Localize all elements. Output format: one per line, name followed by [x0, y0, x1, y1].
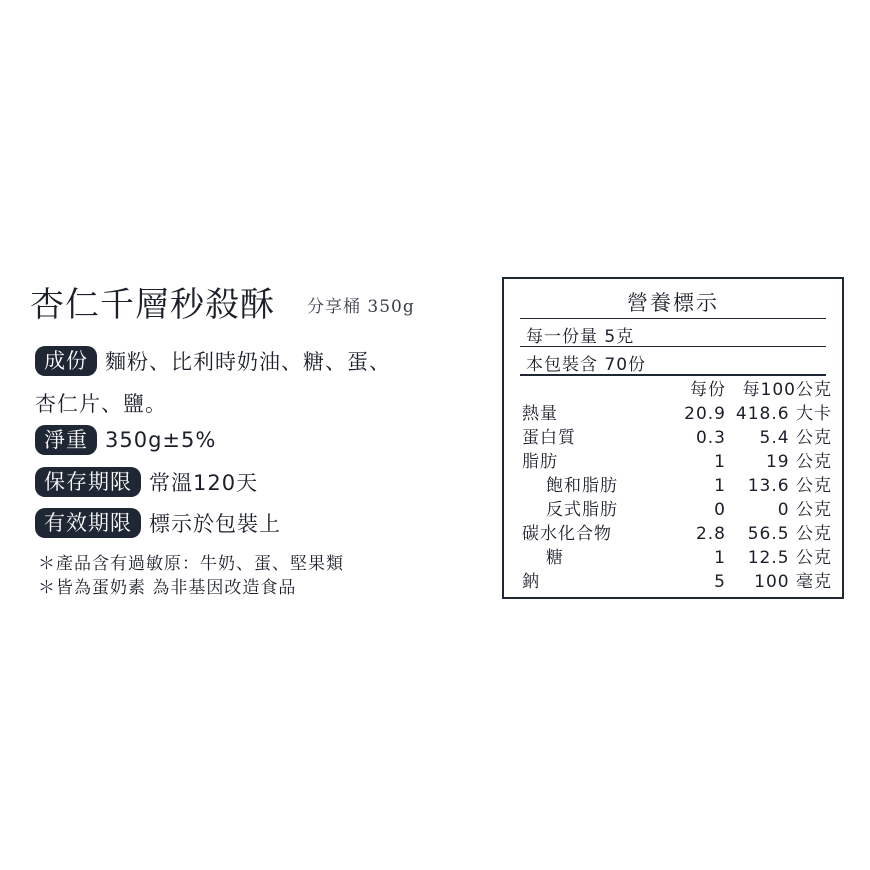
nutrient-per-100g: 12.5 公克 [747, 548, 832, 568]
nutrient-name: 鈉 [522, 572, 540, 592]
nutrient-per-serving: 0.3 [695, 428, 726, 448]
shelf-life-value: 常溫120天 [149, 471, 259, 495]
product-title: 杏仁千層秒殺酥 [30, 285, 275, 325]
divider [520, 374, 826, 376]
net-weight-value: 350g±5% [105, 428, 217, 452]
nutrition-row [522, 426, 832, 450]
nutrient-per-100g: 19 公克 [765, 452, 832, 472]
servings-per-package: 本包裝含 70份 [526, 355, 647, 375]
nutrition-row [522, 546, 832, 570]
nutrient-per-serving: 1 [714, 548, 726, 568]
ingredients-continuation: 杏仁片、鹽。 [35, 392, 167, 416]
vegetarian-note: ＊皆為蛋奶素 為非基因改造食品 [38, 578, 297, 598]
net-weight-row [35, 425, 216, 455]
nutrition-table [522, 378, 832, 594]
nutrient-per-100g: 100 毫克 [754, 572, 832, 592]
nutrition-title: 營養標示 [627, 291, 719, 315]
nutrient-per-serving: 5 [714, 572, 726, 592]
nutrient-name: 脂肪 [522, 452, 558, 472]
nutrition-row [522, 522, 832, 546]
product-subtitle: 分享桶 350g [307, 297, 415, 317]
nutrition-row [522, 570, 832, 594]
nutrient-name: 糖 [546, 548, 564, 568]
nutrient-per-serving: 2.8 [695, 524, 726, 544]
serving-size: 每一份量 5克 [526, 327, 635, 347]
divider [520, 346, 826, 347]
nutrient-name: 蛋白質 [522, 428, 576, 448]
nutrition-header-row [522, 378, 832, 402]
col-per-serving: 每份 [690, 380, 726, 400]
nutrition-row [522, 450, 832, 474]
nutrient-per-100g: 5.4 公克 [759, 428, 832, 448]
nutrient-per-serving: 1 [714, 452, 726, 472]
ingredients-badge: 成份 [35, 346, 97, 376]
nutrition-row [522, 474, 832, 498]
nutrient-name: 熱量 [522, 404, 558, 424]
nutrition-panel [502, 277, 844, 599]
expiry-row [35, 508, 281, 538]
net-weight-badge: 淨重 [35, 425, 97, 455]
shelf-life-row [35, 467, 258, 497]
nutrient-name: 反式脂肪 [546, 500, 618, 520]
nutrient-name: 飽和脂肪 [546, 476, 618, 496]
nutrient-per-100g: 418.6 大卡 [735, 404, 832, 424]
nutrient-per-100g: 0 公克 [777, 500, 832, 520]
nutrition-row [522, 402, 832, 426]
ingredients-value: 麵粉、比利時奶油、糖、蛋、 [105, 350, 391, 374]
divider [520, 318, 826, 319]
nutrient-per-100g: 56.5 公克 [747, 524, 832, 544]
nutrient-name: 碳水化合物 [522, 524, 612, 544]
col-per-100g: 每100公克 [742, 380, 832, 400]
shelf-life-badge: 保存期限 [35, 467, 141, 497]
allergen-note: ＊產品含有過敏原：牛奶、蛋、堅果類 [38, 554, 344, 574]
expiry-value: 標示於包裝上 [149, 512, 281, 536]
nutrient-per-serving: 0 [714, 500, 726, 520]
ingredients-row [35, 346, 391, 376]
nutrition-row [522, 498, 832, 522]
nutrient-per-serving: 1 [714, 476, 726, 496]
nutrient-per-100g: 13.6 公克 [747, 476, 832, 496]
expiry-badge: 有效期限 [35, 508, 141, 538]
nutrient-per-serving: 20.9 [684, 404, 726, 424]
